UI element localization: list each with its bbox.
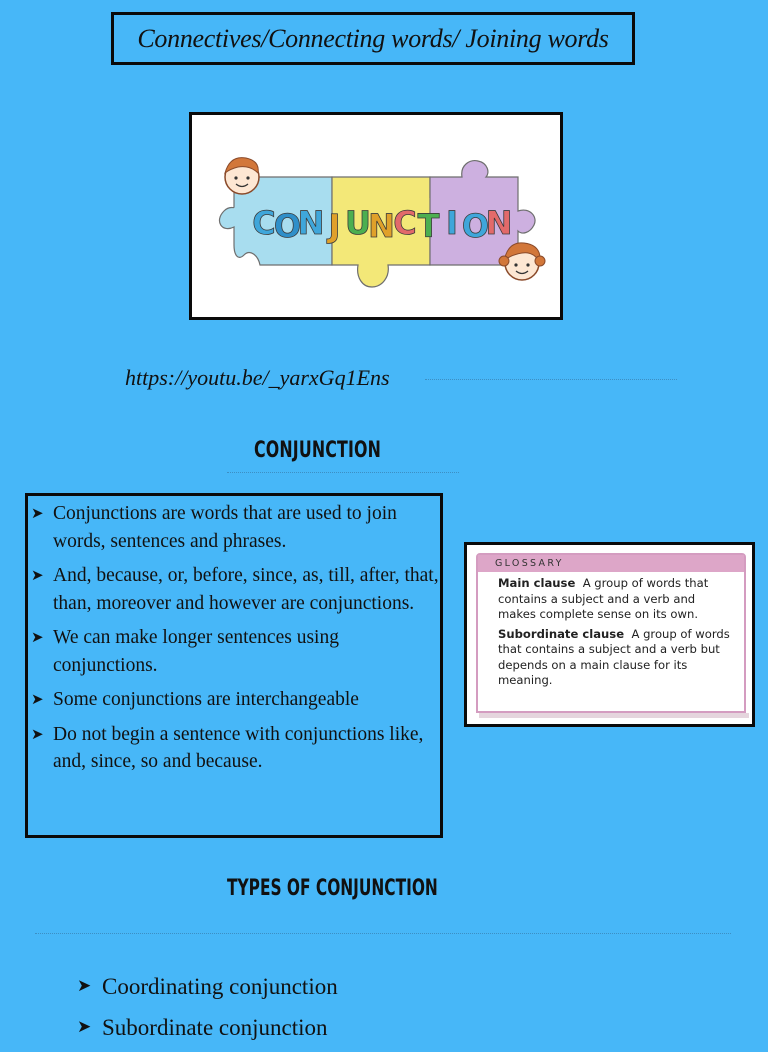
- arrow-bullet-icon: ➤: [31, 628, 44, 646]
- conjunction-letter: C: [393, 204, 417, 242]
- list-item: [28, 624, 440, 679]
- conjunction-letter: C: [252, 204, 276, 242]
- arrow-bullet-icon: ➤: [31, 690, 44, 708]
- list-item: [72, 970, 338, 1003]
- glossary-definition: A group of words that contains a subject and a verb and makes complete sense on its own.: [498, 576, 709, 621]
- glossary-header: GLOSSARY: [478, 555, 744, 572]
- conjunction-letter: U: [345, 204, 371, 242]
- glossary-body: [478, 572, 744, 689]
- boy-drawing: [225, 158, 259, 194]
- arrow-bullet-icon: ➤: [31, 566, 44, 584]
- title-box: [111, 12, 635, 65]
- section-heading: CONJUNCTION: [254, 438, 381, 463]
- arrow-bullet-icon: ➤: [77, 1017, 92, 1037]
- list-item-text: And, because, or, before, since, as, till, after, that, than, moreover and however are conjunctions.: [53, 565, 439, 614]
- list-item: [28, 500, 440, 555]
- list-item-text: Do not begin a sentence with conjunctions like, and, since, so and because.: [53, 723, 424, 772]
- types-heading-divider: [35, 933, 731, 934]
- conjunction-image: [189, 112, 563, 320]
- arrow-bullet-icon: ➤: [77, 976, 92, 996]
- list-item-text: Some conjunctions are interchangeable: [53, 689, 359, 710]
- glossary-shadow: [479, 713, 749, 718]
- conjunction-facts-list: [28, 500, 440, 783]
- conjunction-letter: O: [461, 207, 490, 245]
- link-divider: [425, 379, 677, 380]
- list-item: [28, 686, 440, 714]
- types-list: [72, 970, 338, 1052]
- list-item-text: We can make longer sentences using conjunctions.: [53, 627, 339, 676]
- arrow-bullet-icon: ➤: [31, 724, 44, 743]
- section-heading-divider: [227, 472, 459, 473]
- list-item: [72, 1011, 338, 1044]
- page-title: Connectives/Connecting words/ Joining words: [137, 23, 609, 53]
- list-item-text: Conjunctions are words that are used to join words, sentences and phrases.: [53, 503, 397, 552]
- types-heading: TYPES OF CONJUNCTION: [227, 876, 438, 901]
- arrow-bullet-icon: ➤: [31, 504, 44, 522]
- conjunction-letter: J: [328, 207, 341, 245]
- list-item: [28, 721, 440, 776]
- glossary-entry: [498, 576, 736, 623]
- glossary-entry: [498, 627, 736, 689]
- conjunction-facts-box: [25, 493, 443, 838]
- list-item: [28, 562, 440, 617]
- conjunction-illustration: [192, 115, 560, 317]
- conjunction-letter: T: [417, 207, 440, 245]
- glossary-term: Subordinate clause: [498, 626, 625, 641]
- video-link-row[interactable]: [125, 365, 680, 395]
- glossary-card: [476, 553, 746, 713]
- conjunction-letters: [252, 204, 512, 245]
- list-item-text: Coordinating conjunction: [102, 974, 338, 999]
- glossary-definition: A group of words that contains a subject and a verb but depends on a main clause for its meaning.: [498, 626, 730, 687]
- conjunction-letter: N: [368, 207, 395, 245]
- glossary-term: Main clause: [498, 576, 576, 590]
- conjunction-letter: I: [446, 204, 458, 242]
- conjunction-letter: N: [485, 204, 513, 242]
- list-item-text: Subordinate conjunction: [102, 1015, 328, 1040]
- conjunction-letter: O: [273, 207, 302, 245]
- video-link[interactable]: https://youtu.be/_yarxGq1Ens: [125, 365, 390, 390]
- glossary-image: [464, 542, 755, 727]
- conjunction-letter: N: [297, 204, 325, 242]
